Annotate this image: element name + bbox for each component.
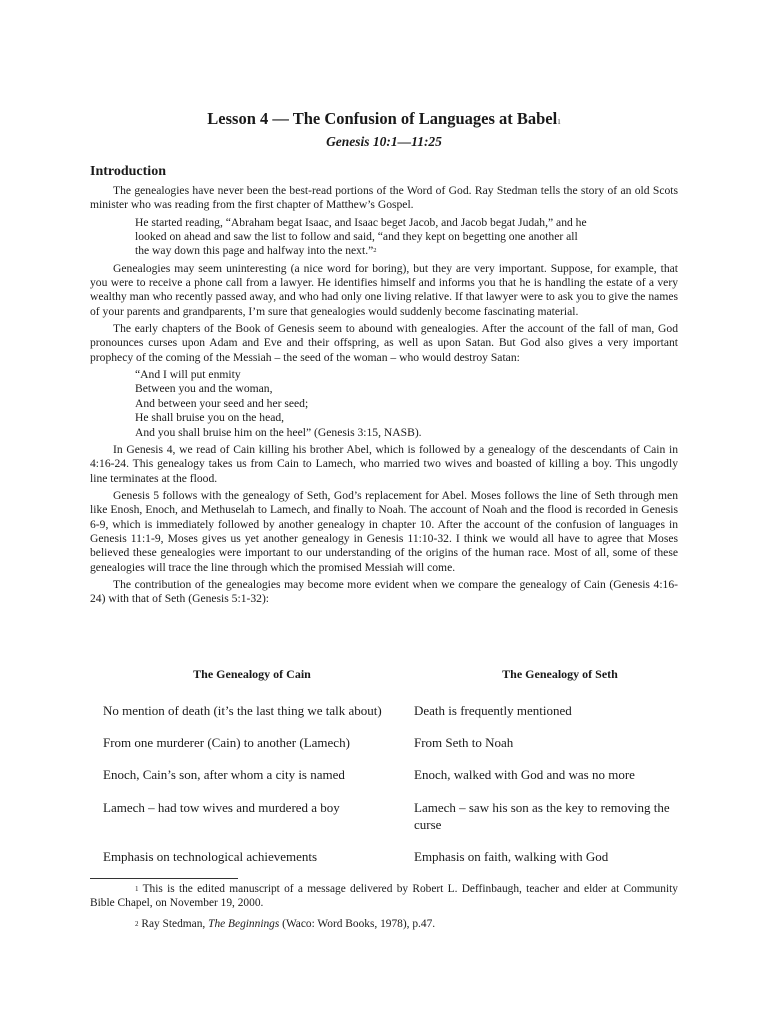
block-quote	[135, 216, 678, 259]
seth-cell: From Seth to Noah	[414, 735, 514, 750]
paragraph-4: In Genesis 4, we read of Cain killing his brother Abel, which is followed by a genealogy of the descendants of Cain in 4:16-24. This genealogy takes us from Cain to Lamech, who married two wives and boasted of killing a boy. This ungodly line terminates at the flood.	[90, 442, 678, 485]
seth-cell: Lamech – saw his son as the key to removing the curse	[414, 800, 670, 832]
poem-line: And between your seed and her seed;	[135, 396, 309, 410]
poem-line: “And I will put enmity	[135, 368, 241, 382]
footnote-ref-1[interactable]: 1	[557, 118, 561, 126]
seth-cell: Emphasis on faith, walking with God	[414, 849, 609, 864]
quote-line: the way down this page and halfway into the next.”$^2$	[135, 244, 377, 258]
scripture-quote	[135, 368, 678, 440]
lesson-title: Lesson 4 — The Confusion of Languages at Babel$^1$	[207, 109, 561, 128]
cain-cell: Enoch, Cain’s son, after whom a city is named	[103, 767, 345, 782]
paragraph-6: The contribution of the genealogies may become more evident when we compare the genealogy of Cain (Genesis 4:16-24) with that of Seth (Genesis 5:1-32):	[90, 577, 678, 606]
quote-line: looked on ahead and saw the list to follow and said, “and they kept on begetting one another all	[135, 230, 578, 244]
poem-line: He shall bruise you on the head,	[135, 411, 285, 425]
section-heading-introduction: Introduction	[90, 164, 166, 179]
quote-line: He started reading, “Abraham begat Isaac, and Isaac beget Jacob, and Jacob begat Judah,” and he	[135, 215, 587, 229]
seth-cell: Enoch, walked with God and was no more	[414, 767, 635, 782]
footnote-separator	[90, 878, 238, 879]
column-header-cain: The Genealogy of Cain	[193, 667, 311, 681]
seth-cell: Death is frequently mentioned	[414, 703, 572, 718]
poem-line: And you shall bruise him on the heel” (Genesis 3:15, NASB).	[135, 425, 422, 439]
cain-cell: From one murderer (Cain) to another (Lamech)	[103, 735, 350, 750]
paragraph-5: Genesis 5 follows with the genealogy of Seth, God’s replacement for Abel. Moses follows the line of Seth through men like Enosh, Enoch, and Methuselah to Lamech, and finally to Noah. The account of Noah and the flood is recorded in Genesis 6-9, which is immediately followed by another genealogy in chapter 10. After the account of the confusion of languages in Genesis 11:1-9, Moses gives us yet another genealogy in Genesis 11:10-32. I think we would all have to agree that Moses believed these genealogies were important to our understanding of the origins of the human race. Most of all, some of these genealogies will trace the line through which the promised Messiah will come.	[90, 488, 678, 574]
column-header-seth: The Genealogy of Seth	[502, 667, 618, 681]
footnote-ref-2[interactable]: 2	[373, 247, 377, 255]
footnote-2: $^2$ Ray Stedman, The Beginnings (Waco: Word Books, 1978), p.47.	[135, 918, 436, 930]
paragraph-1: The genealogies have never been the best-read portions of the Word of God. Ray Stedman tells the story of an old Scots minister who was reading from the first chapter of Matthew’s Gospel.	[90, 184, 678, 212]
introduction-body	[90, 184, 678, 607]
footnote-1: $^1$ This is the edited manuscript of a message delivered by Robert L. Deffinbaugh, teacher and elder at Community Bible Chapel, on November 19, 2000.	[90, 883, 678, 910]
scripture-subtitle: Genesis 10:1—11:25	[326, 134, 442, 149]
footnote-mark: 1	[135, 885, 139, 893]
paragraph-3: The early chapters of the Book of Genesis seem to abound with genealogies. After the account of the fall of man, God pronounces curses upon Adam and Eve and their offspring, as well as upon Satan. But God also gives a very important prophecy of the coming of the Messiah – the seed of the woman – who would destroy Satan:	[90, 322, 678, 364]
footnote-mark: 2	[135, 920, 139, 928]
cain-cell: Lamech – had tow wives and murdered a boy	[103, 800, 340, 815]
cain-cell: Emphasis on technological achievements	[103, 849, 318, 864]
poem-line: Between you and the woman,	[135, 382, 273, 396]
cain-cell: No mention of death (it’s the last thing we talk about)	[103, 703, 382, 718]
book-title: The Beginnings	[208, 918, 280, 930]
paragraph-2: Genealogies may seem uninteresting (a nice word for boring), but they are very important. Suppose, for example, that you were to receive a phone call from a lawyer. He identifies himself and informs you that he is handling the estate of a very wealthy man who recently passed away, and who had only one living relative. If that lawyer were to ask you to give the names of your parents and grandparents, I’m sure that genealogies would suddenly become fascinating material.	[90, 261, 678, 318]
